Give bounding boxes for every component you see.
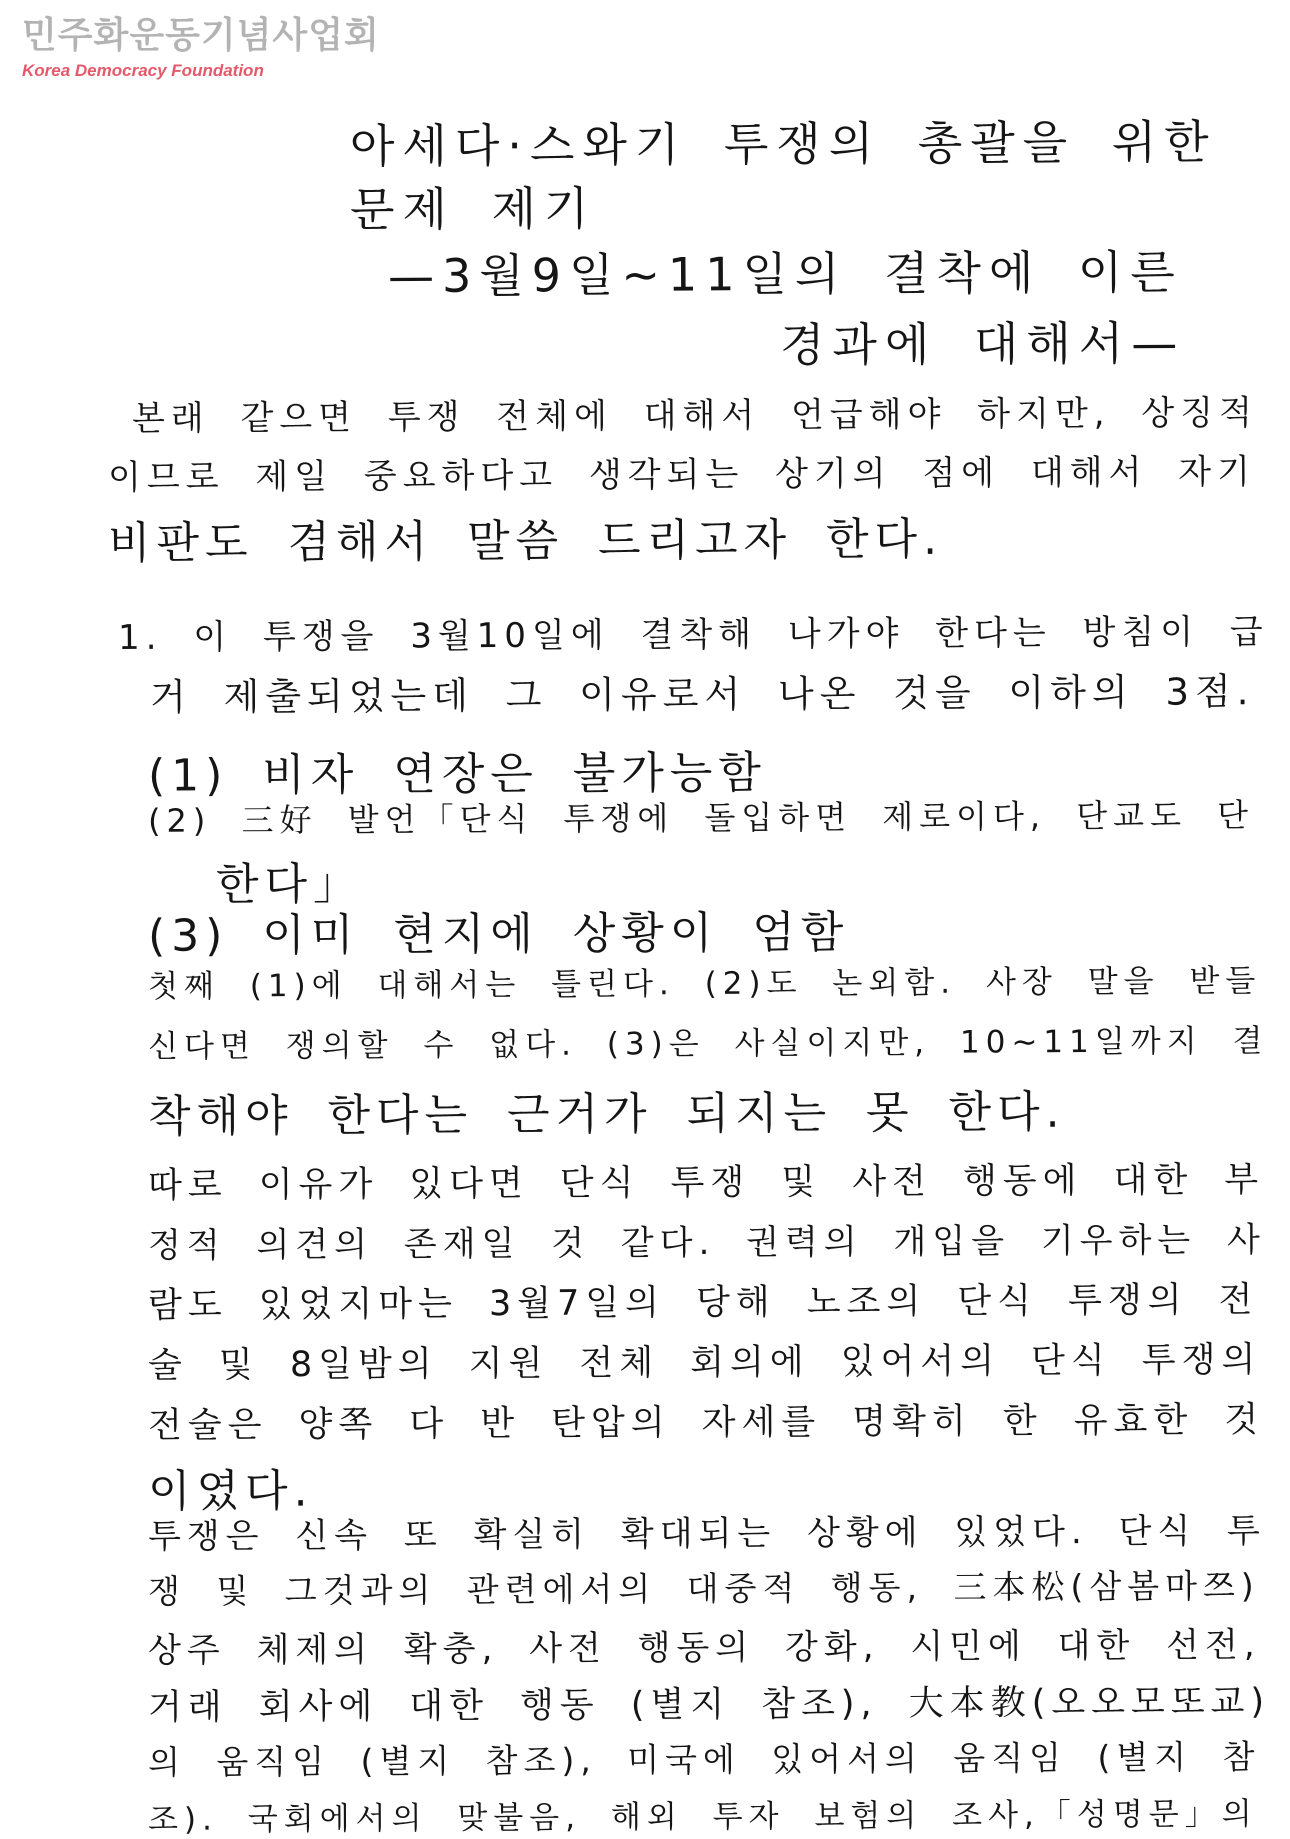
body-line-17: 전술은 양쪽 다 반 탄압의 자세를 명확히 한 유효한 것	[147, 1400, 1265, 1446]
logo-english-text: Korea Democracy Foundation	[22, 61, 264, 80]
body-line-10: 첫째 (1)에 대해서는 틀린다. (2)도 논외함. 사장 말을 받들	[147, 963, 1262, 1005]
body-line-9: (3) 이미 현지에 상황이 엄함	[147, 907, 850, 962]
body-line-22: 거래 회사에 대한 행동 (별지 참조), 大本教(오오모또교)	[147, 1682, 1271, 1728]
body-line-13: 따로 이유가 있다면 단식 투쟁 및 사전 행동에 대한 부	[147, 1160, 1265, 1206]
body-line-16: 술 및 8일밤의 지원 전체 회의에 있어서의 단식 투쟁의	[147, 1340, 1262, 1386]
body-line-12: 착해야 한다는 근거가 되지는 못 한다.	[147, 1086, 1066, 1143]
body-line-8: 한다」	[215, 858, 364, 911]
title-line-4: 경과에 대해서—	[779, 315, 1186, 373]
body-line-6: (1) 비자 연장은 불가능함	[147, 747, 767, 802]
body-line-19: 투쟁은 신속 또 확실히 확대되는 상황에 있었다. 단식 투	[147, 1511, 1266, 1557]
logo-korean-text: 민주화운동기념사업회	[22, 15, 380, 56]
title-line-3: —3월9일~11일의 결착에 이른	[387, 244, 1183, 304]
body-line-23: 의 움직임 (별지 참조), 미국에 있어서의 움직임 (별지 참	[147, 1737, 1261, 1782]
body-line-3: 비판도 겸해서 말씀 드리고자 한다.	[107, 513, 944, 570]
body-line-7: (2) 三好 발언「단식 투쟁에 돌입하면 제로이다, 단교도 단	[147, 796, 1255, 840]
foundation-logo	[22, 14, 380, 82]
body-line-11: 신다면 쟁의할 수 없다. (3)은 사실이지만, 10~11일까지 결	[147, 1023, 1269, 1065]
body-line-2: 이므로 제일 중요하다고 생각되는 상기의 점에 대해서 자기	[107, 451, 1257, 499]
body-line-1: 본래 같으면 투쟁 전체에 대해서 언급해야 하지만, 상징적	[131, 393, 1258, 439]
body-line-20: 쟁 및 그것과의 관련에서의 대중적 행동, 三本松(삼봄마쯔)	[147, 1566, 1260, 1611]
body-line-15: 람도 있었지마는 3월7일의 당해 노조의 단식 투쟁의 전	[147, 1280, 1259, 1326]
body-line-4: 1. 이 투쟁을 3월10일에 결착해 나가야 한다는 방침이 급	[117, 611, 1269, 659]
body-line-24: 조). 국회에서의 맞불음, 해외 투자 보험의 조사,「성명문」의	[147, 1796, 1258, 1838]
body-line-21: 상주 체제의 확충, 사전 행동의 강화, 시민에 대한 선전,	[147, 1625, 1261, 1671]
title-line-1: 아세다·스와기 투쟁의 총괄을 위한	[349, 114, 1217, 174]
body-line-14: 정적 의견의 존재일 것 같다. 권력의 개입을 기우하는 사	[147, 1220, 1266, 1266]
body-line-5: 거 제출되었는데 그 이유로서 나온 것을 이하의 3점.	[149, 670, 1255, 719]
title-line-2: 문제 제기	[349, 181, 597, 237]
body-line-18: 이였다.	[147, 1465, 314, 1518]
